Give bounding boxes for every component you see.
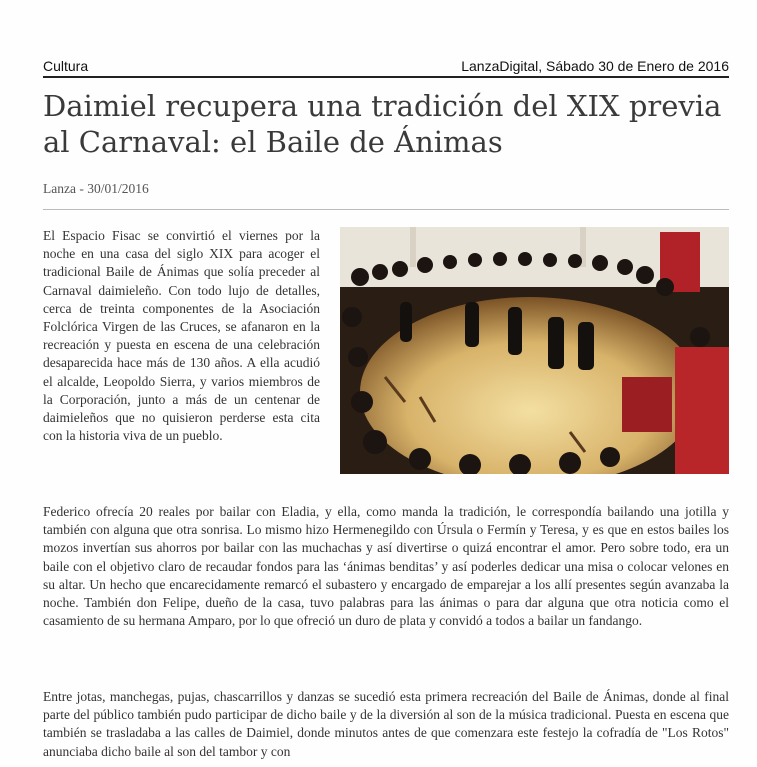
article-page [43, 0, 729, 767]
article-paragraph-2: Federico ofrecía 20 reales por bailar con Eladia, y ella, como manda la tradición, le correspondía bailando una jotilla y también con alguna que otra sonrisa. Lo mismo hizo Hermenegildo con Úrsula o Fermín y Teresa, y es que en estos bailes los mozos invertían sus ahorros por bailar con las muchachas y así divertirse o quizá encontrar el amor. Pero sobre todo, era un baile con el objetivo claro de recaudar fondos para las ‘ánimas benditas’ y así poderles dedicar una misa o colocar velones en su altar. Un hecho que encarecidamente remarcó el subastero y encargado de emparejar a los allí presentes según avanzaba la noche. También don Felipe, dueño de la casa, tuvo palabras para las ánimas o para dar alguna que otra noticia como el casamiento de su hermana Amparo, por lo que ofreció un duro de plata y convidó a todos a bailar un fandango. [43, 504, 729, 629]
article-photo[interactable] [340, 227, 729, 474]
section-label[interactable]: Cultura [43, 58, 89, 74]
publication-dateline: LanzaDigital, Sábado 30 de Enero de 2016 [461, 58, 729, 74]
article-title: Daimiel recupera una tradición del XIX previa al Carnaval: el Baile de Ánimas [43, 89, 722, 159]
byline-divider [43, 209, 729, 210]
dance-event-photo [340, 227, 729, 474]
section-header [43, 56, 729, 78]
article-paragraph-1: El Espacio Fisac se convirtió el viernes por la noche en una casa del siglo XIX para acoger el tradicional Baile de Ánimas que solía preceder al Carnaval daimieleño. Con todo lujo de detalles, cerca de treinta componentes de la Asociación Folclórica Virgen de las Cruces, se afanaron en la recreación y puesta en escena de una celebración desaparecida hace más de 130 años. A ella acudió el alcalde, Leopoldo Sierra, y varios miembros de la Corporación, junto a más de un centenar de daimieleños que no quisieron perderse esta cita con la historia viva de un pueblo. [43, 228, 320, 444]
article-paragraph-3: Entre jotas, manchegas, pujas, chascarrillos y danzas se sucedió esta primera recreación del Baile de Ánimas, donde al final parte del público también pudo participar de dicho baile y de la diversión al son de la música tradicional. Puesta en escena que también se trasladaba a las calles de Daimiel, donde minutos antes de que comenzara este festejo la cofradía de "Los Rotos" anunciaba dicho baile al son del tambor y con [43, 689, 729, 759]
article-byline: Lanza - 30/01/2016 [43, 181, 149, 196]
